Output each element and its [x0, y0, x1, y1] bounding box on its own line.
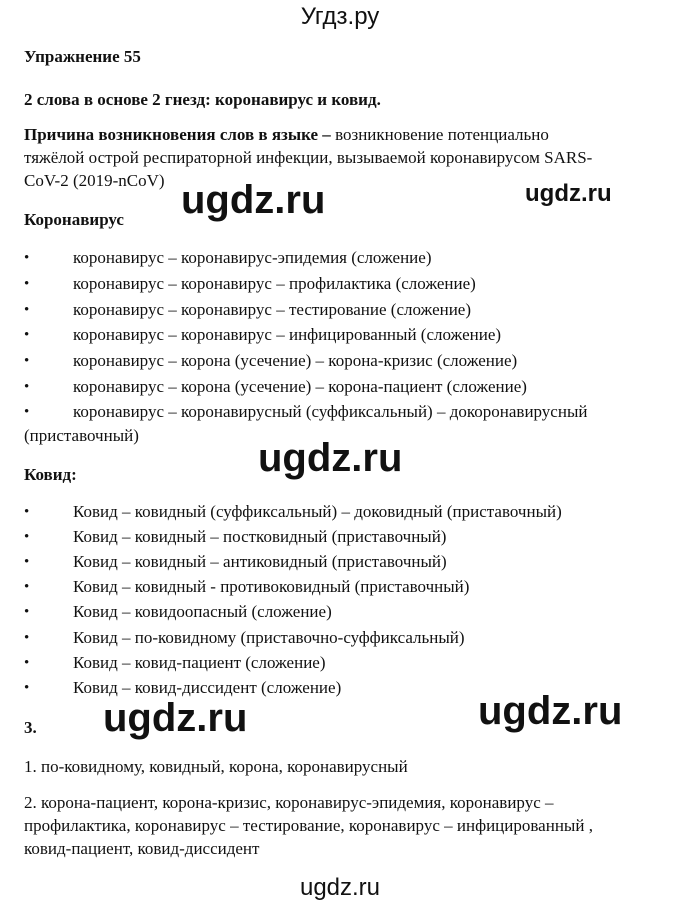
answer-2	[24, 791, 654, 860]
bullet-icon: •	[24, 604, 30, 620]
list-item	[0, 550, 680, 574]
list-item-text: коронавирус – коронавирусный (суффиксальный) – докоронавирусный	[73, 402, 588, 421]
list-item-text: Ковид – ковид-диссидент (сложение)	[73, 678, 342, 697]
list-item-text: Ковид – ковид-пациент (сложение)	[73, 653, 326, 672]
reason-line-1	[24, 123, 654, 146]
bullet-icon: •	[24, 504, 30, 520]
watermark: ugdz.ru	[478, 689, 623, 733]
list-item-text: коронавирус – коронавирус-эпидемия (сложение)	[73, 248, 432, 267]
reason-text-1: возникновение потенциально	[330, 125, 549, 144]
list-item-text: коронавирус – корона (усечение) – корона-пациент (сложение)	[73, 377, 527, 396]
bullet-icon: •	[24, 579, 30, 595]
list-item-text: Ковид – ковидный – антиковидный (приставочный)	[73, 552, 447, 571]
bullet-icon: •	[24, 655, 30, 671]
section-3-number: 3.	[24, 718, 37, 737]
list-item	[0, 626, 680, 650]
bullet-icon: •	[24, 250, 30, 266]
list-item	[0, 600, 680, 624]
list-item	[0, 500, 680, 524]
bullet-icon: •	[24, 302, 30, 318]
list-item-text: коронавирус – коронавирус – инфицированный (сложение)	[73, 325, 502, 344]
list-item-text: Ковид – по-ковидному (приставочно-суффиксальный)	[73, 628, 465, 647]
list-item	[0, 375, 680, 399]
reason-label: Причина возникновения слов в языке –	[24, 125, 331, 144]
footer-watermark: ugdz.ru	[299, 874, 381, 901]
list-item-text: Ковид – ковидный – постковидный (приставочный)	[73, 527, 447, 546]
bullet-icon: •	[24, 630, 30, 646]
list-item-continuation: (приставочный)	[24, 426, 139, 445]
bullet-icon: •	[24, 529, 30, 545]
watermark: ugdz.ru	[181, 178, 326, 222]
bullet-icon: •	[24, 554, 30, 570]
answer-2-line-1: 2. корона-пациент, корона-кризис, коронавирус-эпидемия, коронавирус –	[24, 793, 554, 812]
bullet-icon: •	[24, 353, 30, 369]
reason-line-2: тяжёлой острой респираторной инфекции, вызываемой коронавирусом SARS-	[24, 148, 593, 167]
exercise-title: Упражнение 55	[24, 47, 141, 66]
list-item	[0, 246, 680, 270]
bullet-icon: •	[24, 680, 30, 696]
answer-1: 1. по-ковидному, ковидный, корона, коронавирусный	[24, 757, 408, 776]
list-item	[0, 525, 680, 549]
site-header: Угдз.ру	[300, 3, 380, 30]
watermark: ugdz.ru	[525, 180, 612, 207]
list-item-text: Ковид – ковидный - противоковидный (приставочный)	[73, 577, 470, 596]
list-item	[0, 323, 680, 347]
list-item	[0, 298, 680, 322]
list-item-text: коронавирус – коронавирус – профилактика (сложение)	[73, 274, 476, 293]
corona-heading: Коронавирус	[24, 210, 124, 229]
answer-2-line-2: профилактика, коронавирус – тестирование, коронавирус – инфицированный ,	[24, 816, 593, 835]
list-item-text: коронавирус – коронавирус – тестирование (сложение)	[73, 300, 472, 319]
bullet-icon: •	[24, 276, 30, 292]
reason-line-3: CoV-2 (2019-nCoV)	[24, 171, 165, 190]
exercise-subtitle: 2 слова в основе 2 гнезд: коронавирус и ковид.	[24, 90, 381, 109]
list-item-text: Ковид – ковидоопасный (сложение)	[73, 602, 332, 621]
covid-heading: Ковид:	[24, 465, 77, 484]
list-item-text: коронавирус – корона (усечение) – корона-кризис (сложение)	[73, 351, 518, 370]
bullet-icon: •	[24, 404, 30, 420]
list-item	[0, 651, 680, 675]
answer-2-line-3: ковид-пациент, ковид-диссидент	[24, 839, 260, 858]
bullet-icon: •	[24, 379, 30, 395]
list-item	[0, 272, 680, 296]
list-item	[0, 400, 680, 424]
watermark: ugdz.ru	[103, 696, 248, 740]
list-item	[0, 575, 680, 599]
watermark: ugdz.ru	[258, 436, 403, 480]
list-item	[0, 349, 680, 373]
list-item-text: Ковид – ковидный (суффиксальный) – доковидный (приставочный)	[73, 502, 562, 521]
bullet-icon: •	[24, 327, 30, 343]
